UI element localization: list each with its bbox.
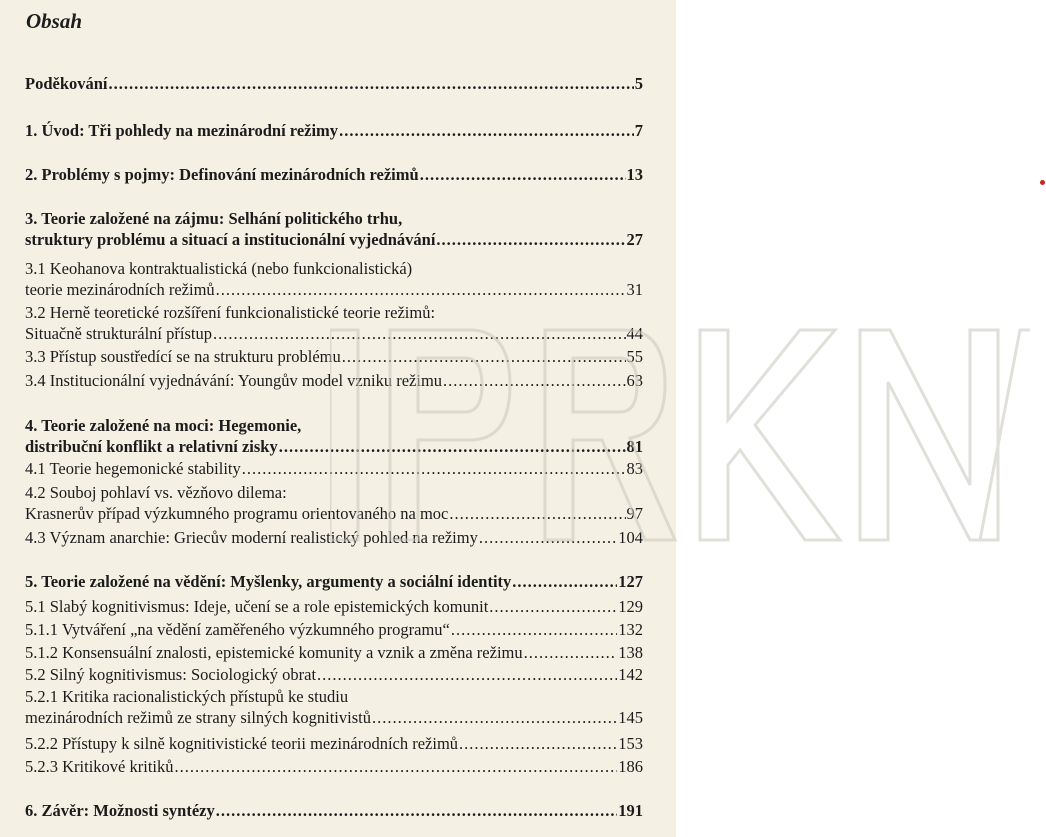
toc-entry-line <box>25 302 643 323</box>
toc-page-number: 153 <box>618 734 643 753</box>
toc-page-number: 63 <box>626 371 643 390</box>
toc-page-number: 55 <box>626 347 643 366</box>
toc-entry-title: mezinárodních režimů ze strany silných kognitivistů <box>25 708 371 727</box>
dot-leader <box>524 642 618 663</box>
toc-entry-title: 1. Úvod: Tři pohledy na mezinárodní režimy <box>25 121 339 140</box>
toc-entry-line <box>25 503 643 524</box>
toc-entry-line <box>25 458 643 479</box>
toc-section-entry <box>25 686 643 728</box>
dot-leader <box>342 346 626 367</box>
toc-section-entry <box>25 527 643 548</box>
dot-leader <box>174 756 617 777</box>
red-dot-mark <box>1040 180 1045 185</box>
toc-section-entry <box>25 619 643 640</box>
dot-leader <box>279 436 626 457</box>
toc-entry-line <box>25 527 643 548</box>
toc-page-number: 186 <box>618 757 643 776</box>
toc-chapter-entry <box>25 164 643 185</box>
toc-entry-title: 5. Teorie založené na vědění: Myšlenky, argumenty a sociální identity <box>25 572 512 591</box>
toc-page-number: 145 <box>618 708 643 727</box>
toc-entry-title: 3.2 Herně teoretické rozšíření funkcionalistické teorie režimů: <box>25 303 436 322</box>
toc-page-number: 13 <box>626 165 643 184</box>
toc-section-entry <box>25 596 643 617</box>
toc-page-number: 127 <box>618 572 643 591</box>
dot-leader <box>459 733 617 754</box>
toc-entry-line <box>25 73 643 94</box>
toc-section-entry <box>25 664 643 685</box>
toc-section-entry <box>25 302 643 344</box>
toc-page-number: 83 <box>626 459 643 478</box>
toc-entry-title: teorie mezinárodních režimů <box>25 280 215 299</box>
toc-page-number: 27 <box>626 230 643 249</box>
dot-leader <box>339 120 634 141</box>
dot-leader <box>213 323 626 344</box>
toc-entry-title: Poděkování <box>25 74 108 93</box>
toc-entry-title: 6. Závěr: Možnosti syntézy <box>25 801 215 820</box>
toc-entry-title: 3.3 Přístup soustředící se na strukturu problému <box>25 347 341 366</box>
toc-entry-title: 2. Problémy s pojmy: Definování mezinárodních režimů <box>25 165 419 184</box>
dot-leader <box>512 571 617 592</box>
toc-page-number: 129 <box>618 597 643 616</box>
toc-entry-line <box>25 208 643 229</box>
toc-entry-line <box>25 164 643 185</box>
dot-leader <box>489 596 617 617</box>
toc-page-number: 31 <box>626 280 643 299</box>
dot-leader <box>443 370 625 391</box>
toc-section-entry <box>25 458 643 479</box>
toc-entry-line <box>25 482 643 503</box>
dot-leader <box>216 279 626 300</box>
toc-entry-title: 5.2.2 Přístupy k silně kognitivistické teorii mezinárodních režimů <box>25 734 459 753</box>
dot-leader <box>317 664 617 685</box>
toc-entry-line <box>25 415 643 436</box>
toc-entry-title: 3.1 Keohanova kontraktualistická (nebo funkcionalistická) <box>25 259 413 278</box>
toc-entry-line <box>25 619 643 640</box>
toc-entry-title: 5.2.3 Kritikové kritiků <box>25 757 174 776</box>
dot-leader <box>451 619 617 640</box>
dot-leader <box>109 73 634 94</box>
toc-page-number: 44 <box>626 324 643 343</box>
toc-entry-line <box>25 664 643 685</box>
toc-page-number: 191 <box>618 801 643 820</box>
dot-leader <box>216 800 618 821</box>
toc-page-number: 81 <box>626 437 643 456</box>
dot-leader <box>242 458 626 479</box>
toc-entry-line <box>25 686 643 707</box>
toc-entry-title: 4.2 Souboj pohlaví vs. vězňovo dilema: <box>25 483 287 502</box>
toc-entry-title: Krasnerův případ výzkumného programu orientovaného na moc <box>25 504 449 523</box>
toc-entry-line <box>25 323 643 344</box>
dot-leader <box>479 527 617 548</box>
toc-entry-line <box>25 800 643 821</box>
toc-entry-line <box>25 733 643 754</box>
toc-entry-title: 3. Teorie založené na zájmu: Selhání politického trhu, <box>25 209 403 228</box>
toc-entry-title: 5.1 Slabý kognitivismus: Ideje, učení se a role epistemických komunit <box>25 597 489 616</box>
toc-entry-line <box>25 642 643 663</box>
toc-chapter-entry <box>25 415 643 457</box>
toc-chapter-entry <box>25 73 643 94</box>
toc-entry-title: 5.1.1 Vytváření „na vědění zaměřeného výzkumného programu“ <box>25 620 450 639</box>
toc-entry-line <box>25 571 643 592</box>
toc-entry-title: distribuční konflikt a relativní zisky <box>25 437 278 456</box>
toc-entry-line <box>25 346 643 367</box>
toc-chapter-entry <box>25 800 643 821</box>
toc-chapter-entry <box>25 208 643 250</box>
toc-entry-title: 3.4 Institucionální vyjednávání: Youngův model vzniku režimu <box>25 371 443 390</box>
toc-entry-line <box>25 370 643 391</box>
dot-leader <box>436 229 625 250</box>
toc-chapter-entry <box>25 120 643 141</box>
toc-section-entry <box>25 258 643 300</box>
toc-page-number: 104 <box>618 528 643 547</box>
toc-page-number: 138 <box>618 643 643 662</box>
dot-leader <box>420 164 626 185</box>
toc-entry-line <box>25 756 643 777</box>
toc-section-entry <box>25 346 643 367</box>
toc-section-entry <box>25 756 643 777</box>
toc-entry-title: 4.1 Teorie hegemonické stability <box>25 459 241 478</box>
toc-entry-line <box>25 229 643 250</box>
toc-entry-line <box>25 707 643 728</box>
toc-page-number: 132 <box>618 620 643 639</box>
toc-entry-title: 5.2.1 Kritika racionalistických přístupů ke studiu <box>25 687 349 706</box>
toc-entry-title: 5.1.2 Konsensuální znalosti, epistemické komunity a vznik a změna režimu <box>25 643 523 662</box>
toc-entry-line <box>25 279 643 300</box>
toc-entry-line <box>25 258 643 279</box>
toc-page-number: 97 <box>626 504 643 523</box>
toc-chapter-entry <box>25 571 643 592</box>
toc-entry-title: Situačně strukturální přístup <box>25 324 212 343</box>
toc-section-entry <box>25 733 643 754</box>
toc-entry-line <box>25 436 643 457</box>
dot-leader <box>449 503 625 524</box>
toc-page-number: 5 <box>634 74 643 93</box>
toc-section-entry <box>25 642 643 663</box>
toc-page-number: 142 <box>618 665 643 684</box>
dot-leader <box>372 707 617 728</box>
blank-margin <box>676 0 1046 837</box>
toc-section-entry <box>25 482 643 524</box>
toc-entry-line <box>25 120 643 141</box>
toc-entry-title: 4.3 Význam anarchie: Griecův moderní realistický pohled na režimy <box>25 528 478 547</box>
toc-heading: Obsah <box>26 9 83 33</box>
toc-page-number: 7 <box>634 121 643 140</box>
toc-entry-title: struktury problému a situací a institucionální vyjednávání <box>25 230 436 249</box>
toc-entry-title: 4. Teorie založené na moci: Hegemonie, <box>25 416 302 435</box>
toc-entry-title: 5.2 Silný kognitivismus: Sociologický obrat <box>25 665 317 684</box>
toc-entry-line <box>25 596 643 617</box>
toc-section-entry <box>25 370 643 391</box>
